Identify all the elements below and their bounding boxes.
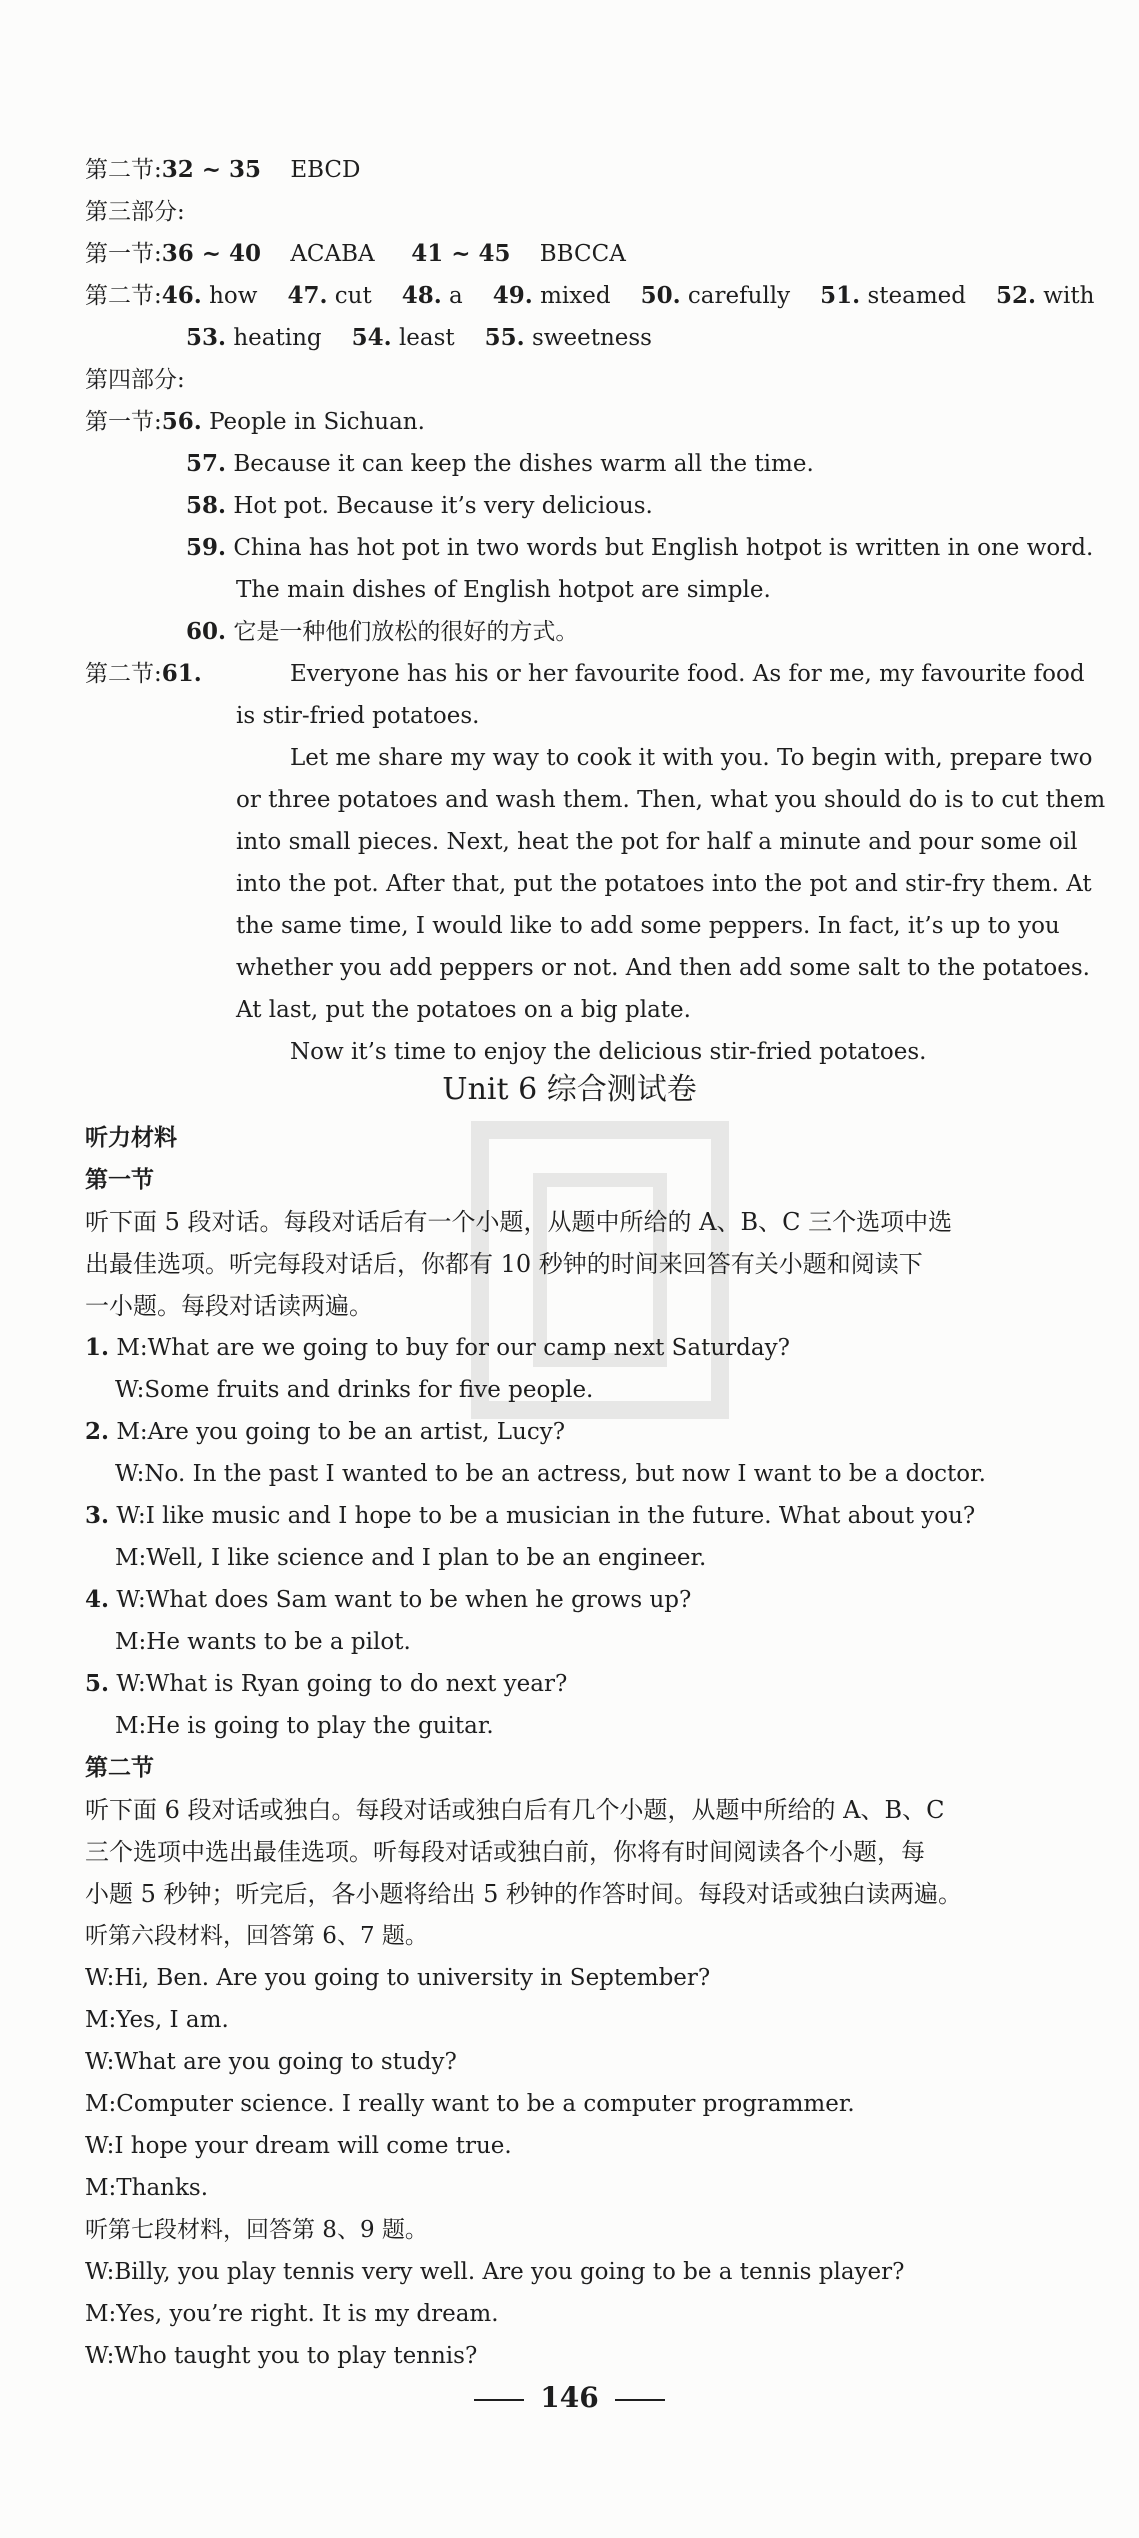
instruction-line: 出最佳选项。听完每段对话后，你都有 10 秒钟的时间来回答有关小题和阅读下 xyxy=(85,1250,923,1278)
material-intro: 听第七段材料，回答第 8、9 题。 xyxy=(85,2217,428,2243)
part4-sec1-item xyxy=(85,406,425,438)
dialog-num: 4. xyxy=(85,1586,110,1613)
part3-sec1-line xyxy=(85,238,626,270)
material-line: W:I hope your dream will come true. xyxy=(85,2133,512,2159)
answer-num: 52. xyxy=(995,282,1036,309)
material-line: M:Yes, you’re right. It is my dream. xyxy=(85,2301,499,2327)
dialog-line xyxy=(85,1668,567,1700)
answer-word: cut xyxy=(334,283,372,309)
part3-sec2-row2 xyxy=(186,322,652,354)
answer-item xyxy=(186,322,322,354)
question-range: 32 ~ 35 xyxy=(161,156,262,183)
answer-item xyxy=(402,280,463,312)
material-line: W:What are you going to study? xyxy=(85,2049,457,2075)
answer-num: 51. xyxy=(820,282,861,309)
page-number xyxy=(0,2382,1139,2414)
answer-num: 54. xyxy=(351,324,392,351)
answer-num: 49. xyxy=(492,282,533,309)
material-line: W:Billy, you play tennis very well. Are you going to be a tennis player? xyxy=(85,2259,905,2285)
essay-line: into small pieces. Next, heat the pot for half a minute and pour some oil xyxy=(236,829,1078,855)
part4-sec1-item xyxy=(186,448,814,480)
page-dash-right xyxy=(615,2399,665,2401)
dialog-text: W:What does Sam want to be when he grows up? xyxy=(116,1587,692,1613)
material-line: W:Who taught you to play tennis? xyxy=(85,2343,478,2369)
answer-word: how xyxy=(209,283,258,309)
dialog-line: M:Well, I like science and I plan to be an engineer. xyxy=(115,1545,707,1571)
answer-item xyxy=(493,280,611,312)
dialog-text: W:I like music and I hope to be a musician in the future. What about you? xyxy=(116,1503,976,1529)
answer-num: 61. xyxy=(161,660,202,687)
dialog-line: M:He wants to be a pilot. xyxy=(115,1629,411,1655)
material-line: M:Yes, I am. xyxy=(85,2007,229,2033)
essay-line: Now it’s time to enjoy the delicious stir-fried potatoes. xyxy=(290,1039,927,1065)
answer-num: 58. xyxy=(186,492,227,519)
answer-word: sweetness xyxy=(532,325,652,351)
question-range: 36 ~ 40 xyxy=(161,240,262,267)
answer-num: 60. xyxy=(186,618,227,645)
answer-item xyxy=(996,280,1094,312)
answer-word: least xyxy=(398,325,455,351)
part4-title: 第四部分: xyxy=(85,367,185,393)
answer-num: 53. xyxy=(186,324,227,351)
answer-item xyxy=(287,280,371,312)
dialog-line: W:No. In the past I wanted to be an actress, but now I want to be a doctor. xyxy=(115,1461,986,1487)
instruction-line: 听下面 6 段对话或独白。每段对话或独白后有几个小题，从题中所给的 A、B、C xyxy=(85,1796,945,1824)
answer-text: People in Sichuan. xyxy=(209,409,425,435)
part4-sec1-item xyxy=(186,616,578,648)
instruction-line: 小题 5 秒钟；听完后，各小题将给出 5 秒钟的作答时间。每段对话或独白读两遍。 xyxy=(85,1880,963,1908)
answer-num: 47. xyxy=(287,282,328,309)
unit-title: Unit 6 综合测试卷 xyxy=(442,1072,697,1107)
dialog-line xyxy=(85,1416,565,1448)
essay-line: At last, put the potatoes on a big plate. xyxy=(236,997,691,1023)
answer-num: 57. xyxy=(186,450,227,477)
answer-text-continued: The main dishes of English hotpot are simple. xyxy=(236,577,771,603)
dialog-line: M:He is going to play the guitar. xyxy=(115,1713,494,1739)
dialog-line xyxy=(85,1332,790,1364)
dialog-text: W:What is Ryan going to do next year? xyxy=(116,1671,568,1697)
dialog-text: M:What are we going to buy for our camp next Saturday? xyxy=(116,1335,790,1361)
answer-item xyxy=(352,322,455,354)
instruction-line: 一小题。每段对话读两遍。 xyxy=(85,1292,373,1320)
material-line: M:Computer science. I really want to be a computer programmer. xyxy=(85,2091,855,2117)
answer-num: 48. xyxy=(401,282,442,309)
answer-text: 它是一种他们放松的很好的方式。 xyxy=(233,619,579,645)
question-range: 41 ~ 45 xyxy=(411,240,511,267)
answer-word: steamed xyxy=(867,283,966,309)
essay-line: into the pot. After that, put the potatoes into the pot and stir-fry them. At xyxy=(236,871,1092,897)
answer-item xyxy=(162,280,258,312)
answer-word: a xyxy=(449,283,463,309)
section-label: 第二节: xyxy=(85,157,162,183)
instruction-line: 听下面 5 段对话。每段对话后有一个小题，从题中所给的 A、B、C 三个选项中选 xyxy=(85,1208,953,1236)
answer-item xyxy=(641,280,791,312)
answer-num: 59. xyxy=(186,534,227,561)
section-label: 第一节: xyxy=(85,409,162,435)
essay-line: Let me share my way to cook it with you. To begin with, prepare two xyxy=(290,745,1093,771)
dialog-line: W:Some fruits and drinks for five people. xyxy=(115,1377,594,1403)
essay-line: or three potatoes and wash them. Then, what you should do is to cut them xyxy=(236,787,1106,813)
instruction-line: 三个选项中选出最佳选项。听每段对话或独白前，你将有时间阅读各个小题，每 xyxy=(85,1838,925,1866)
dialog-line xyxy=(85,1500,975,1532)
answer-key: ACABA xyxy=(290,241,375,267)
essay-line: whether you add peppers or not. And then add some salt to the potatoes. xyxy=(236,955,1090,981)
dialog-num: 2. xyxy=(85,1418,110,1445)
material-intro: 听第六段材料，回答第 6、7 题。 xyxy=(85,1923,428,1949)
essay-line: Everyone has his or her favourite food. As for me, my favourite food xyxy=(290,661,1085,687)
answer-num: 50. xyxy=(640,282,681,309)
dialog-text: M:Are you going to be an artist, Lucy? xyxy=(116,1419,566,1445)
answer-key: BBCCA xyxy=(539,241,626,267)
answer-text: Hot pot. Because it’s very delicious. xyxy=(233,493,653,519)
dialog-num: 3. xyxy=(85,1502,110,1529)
dialog-line xyxy=(85,1584,691,1616)
answer-item xyxy=(820,280,966,312)
answer-text: Because it can keep the dishes warm all the time. xyxy=(233,451,814,477)
answer-num: 46. xyxy=(161,282,202,309)
essay-line: is stir-fried potatoes. xyxy=(236,703,480,729)
page-number-value: 146 xyxy=(540,2381,599,2414)
answer-word: with xyxy=(1043,283,1095,309)
part4-sec2-label xyxy=(85,658,202,690)
part4-sec1-item xyxy=(186,532,1093,564)
section-heading: 第一节 xyxy=(85,1167,154,1193)
part3-sec2-row1 xyxy=(85,280,1094,312)
answer-word: mixed xyxy=(540,283,611,309)
page-dash-left xyxy=(474,2399,524,2401)
answer-text: China has hot pot in two words but English hotpot is written in one word. xyxy=(233,535,1094,561)
dialog-num: 5. xyxy=(85,1670,110,1697)
material-line: M:Thanks. xyxy=(85,2175,209,2201)
section-heading: 第二节 xyxy=(85,1755,154,1781)
section-label: 第一节: xyxy=(85,241,162,267)
section-label: 第二节: xyxy=(85,283,162,309)
answer-num: 56. xyxy=(161,408,202,435)
answer-key: EBCD xyxy=(290,157,361,183)
answer-num: 55. xyxy=(484,324,525,351)
answer-word: carefully xyxy=(687,283,791,309)
essay-line: the same time, I would like to add some peppers. In fact, it’s up to you xyxy=(236,913,1060,939)
part2-answer-line xyxy=(85,154,360,186)
part4-sec1-item xyxy=(186,490,653,522)
dialog-num: 1. xyxy=(85,1334,110,1361)
section-label: 第二节: xyxy=(85,661,162,687)
answer-item xyxy=(485,322,652,354)
listening-title: 听力材料 xyxy=(85,1125,177,1151)
answer-word: heating xyxy=(233,325,322,351)
part3-title: 第三部分: xyxy=(85,199,185,225)
material-line: W:Hi, Ben. Are you going to university in September? xyxy=(85,1965,711,1991)
